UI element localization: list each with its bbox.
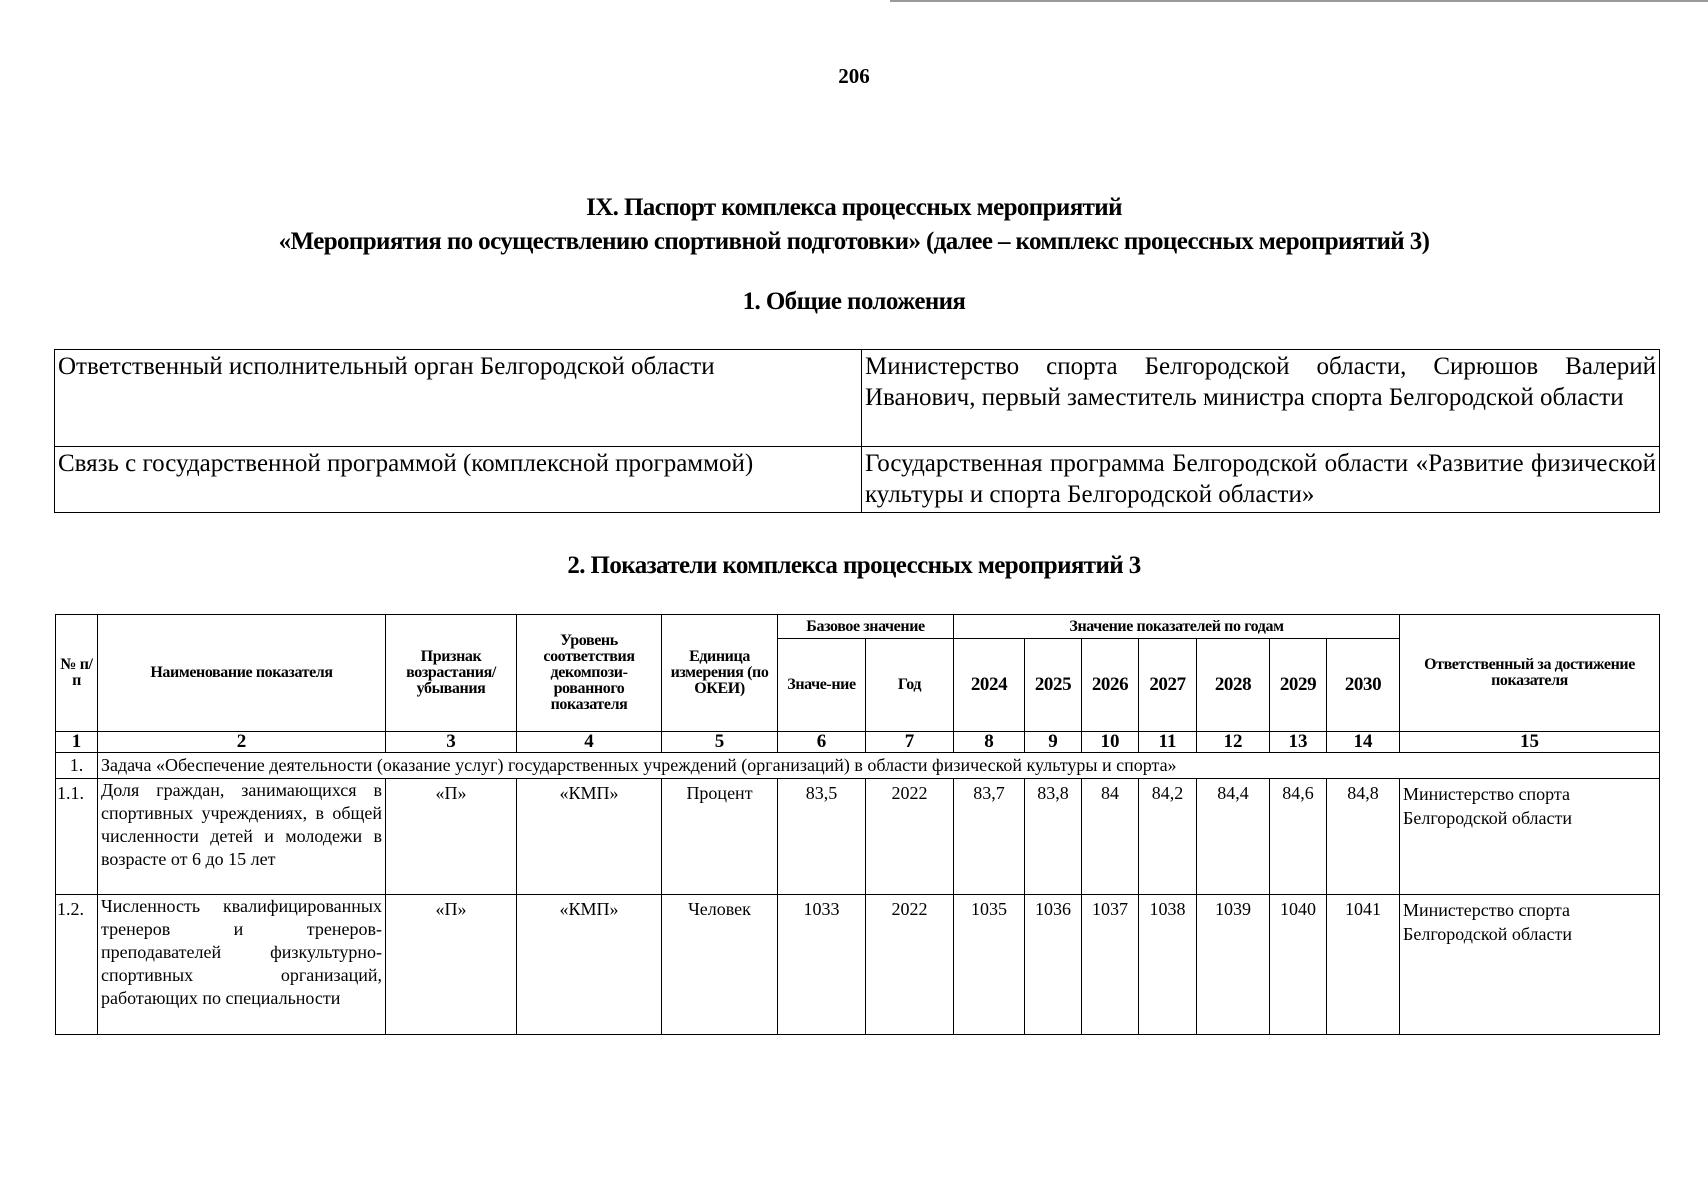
section-title-line2: «Мероприятия по осуществлению спортивной подготовки» (далее – комплекс процессных мероприятий 3) <box>278 228 1430 255</box>
header-years-group: Значение показателей по годам <box>954 615 1400 639</box>
header-year-2029: 2029 <box>1270 639 1327 732</box>
column-number: 7 <box>866 732 954 753</box>
indicator-base-year: 2022 <box>866 895 954 1035</box>
header-unit: Единица измерения (по ОКЕИ) <box>662 615 778 732</box>
indicator-value-2026: 84 <box>1082 779 1139 895</box>
indicator-level: «КМП» <box>517 895 662 1035</box>
indicator-responsible: Министерство спорта Белгородской области <box>1400 895 1660 1035</box>
header-year-2024: 2024 <box>954 639 1025 732</box>
column-numbers-row <box>56 732 1660 753</box>
header-year-2025: 2025 <box>1025 639 1082 732</box>
header-base-group: Базовое значение <box>778 615 954 639</box>
indicator-value-2030: 84,8 <box>1327 779 1400 895</box>
indicator-unit: Человек <box>662 895 778 1035</box>
header-year-2028: 2028 <box>1197 639 1270 732</box>
column-number: 8 <box>954 732 1025 753</box>
indicator-level: «КМП» <box>517 779 662 895</box>
indicator-value-2027: 1038 <box>1139 895 1197 1035</box>
indicator-value-2026: 1037 <box>1082 895 1139 1035</box>
column-number: 9 <box>1025 732 1082 753</box>
indicator-row <box>56 779 1660 895</box>
indicator-row <box>56 895 1660 1035</box>
column-number: 13 <box>1270 732 1327 753</box>
header-year-2026: 2026 <box>1082 639 1139 732</box>
indicator-value-2028: 1039 <box>1197 895 1270 1035</box>
scan-edge-line <box>890 0 1708 2</box>
general-row-responsible <box>55 350 1660 447</box>
column-number: 4 <box>517 732 662 753</box>
column-number: 2 <box>98 732 386 753</box>
header-year-2027: 2027 <box>1139 639 1197 732</box>
indicator-sign: «П» <box>386 895 517 1035</box>
indicator-base-value: 83,5 <box>778 779 866 895</box>
indicator-sign: «П» <box>386 779 517 895</box>
general-value-responsible: Министерство спорта Белгородской области, Сирюшов Валерий Иванович, первый заместитель министра спорта Белгородской области <box>862 350 1660 447</box>
section-title-line1: IX. Паспорт комплекса процессных мероприятий <box>586 194 1122 221</box>
general-value-program-link: Государственная программа Белгородской области «Развитие физической культуры и спорта Белгородской области» <box>862 447 1660 513</box>
general-label-program-link: Связь с государственной программой (комплексной программой) <box>55 447 862 513</box>
indicator-value-2027: 84,2 <box>1139 779 1197 895</box>
column-number: 14 <box>1327 732 1400 753</box>
indicator-value-2030: 1041 <box>1327 895 1400 1035</box>
header-base-year: Год <box>866 639 954 732</box>
column-number: 11 <box>1139 732 1197 753</box>
indicator-name: Численность квалифицированных тренеров и тренеров-преподавателей физкультурно-спортивных организаций, работающих по специальности <box>98 895 386 1035</box>
subsection-title-indicators: 2. Показатели комплекса процессных мероприятий 3 <box>567 552 1141 579</box>
column-number: 5 <box>662 732 778 753</box>
indicator-value-2025: 1036 <box>1025 895 1082 1035</box>
column-number: 12 <box>1197 732 1270 753</box>
task-number: 1. <box>56 753 98 779</box>
column-number: 3 <box>386 732 517 753</box>
header-responsible: Ответственный за достижение показателя <box>1400 615 1660 732</box>
column-number: 10 <box>1082 732 1139 753</box>
task-row <box>56 753 1660 779</box>
subsection-title-general: 1. Общие положения <box>742 288 966 315</box>
column-number: 15 <box>1400 732 1660 753</box>
general-label-responsible: Ответственный исполнительный орган Белгородской области <box>55 350 862 447</box>
indicator-name: Доля граждан, занимающихся в спортивных учреждениях, в общей численности детей и молодежи в возрасте от 6 до 15 лет <box>98 779 386 895</box>
header-num: № п/п <box>56 615 98 732</box>
header-base-value: Значе-ние <box>778 639 866 732</box>
indicator-unit: Процент <box>662 779 778 895</box>
header-row-1 <box>56 615 1660 639</box>
general-row-program-link <box>55 447 1660 513</box>
header-name: Наименование показателя <box>98 615 386 732</box>
indicator-value-2024: 1035 <box>954 895 1025 1035</box>
indicators-table <box>55 614 1660 1035</box>
indicator-value-2029: 84,6 <box>1270 779 1327 895</box>
indicator-num: 1.2. <box>56 895 98 1035</box>
indicator-value-2028: 84,4 <box>1197 779 1270 895</box>
column-number: 1 <box>56 732 98 753</box>
indicator-num: 1.1. <box>56 779 98 895</box>
general-provisions-table <box>54 349 1660 513</box>
header-level: Уровень соответствия декомпози-рованного показателя <box>517 615 662 732</box>
header-sign: Признак возрастания/ убывания <box>386 615 517 732</box>
indicator-value-2025: 83,8 <box>1025 779 1082 895</box>
page-number: 206 <box>838 64 870 88</box>
indicator-base-value: 1033 <box>778 895 866 1035</box>
header-year-2030: 2030 <box>1327 639 1400 732</box>
indicator-responsible: Министерство спорта Белгородской области <box>1400 779 1660 895</box>
task-text: Задача «Обеспечение деятельности (оказание услуг) государственных учреждений (организаций) в области физической культуры и спорта» <box>98 753 1660 779</box>
column-number: 6 <box>778 732 866 753</box>
indicator-value-2024: 83,7 <box>954 779 1025 895</box>
indicator-value-2029: 1040 <box>1270 895 1327 1035</box>
indicator-base-year: 2022 <box>866 779 954 895</box>
